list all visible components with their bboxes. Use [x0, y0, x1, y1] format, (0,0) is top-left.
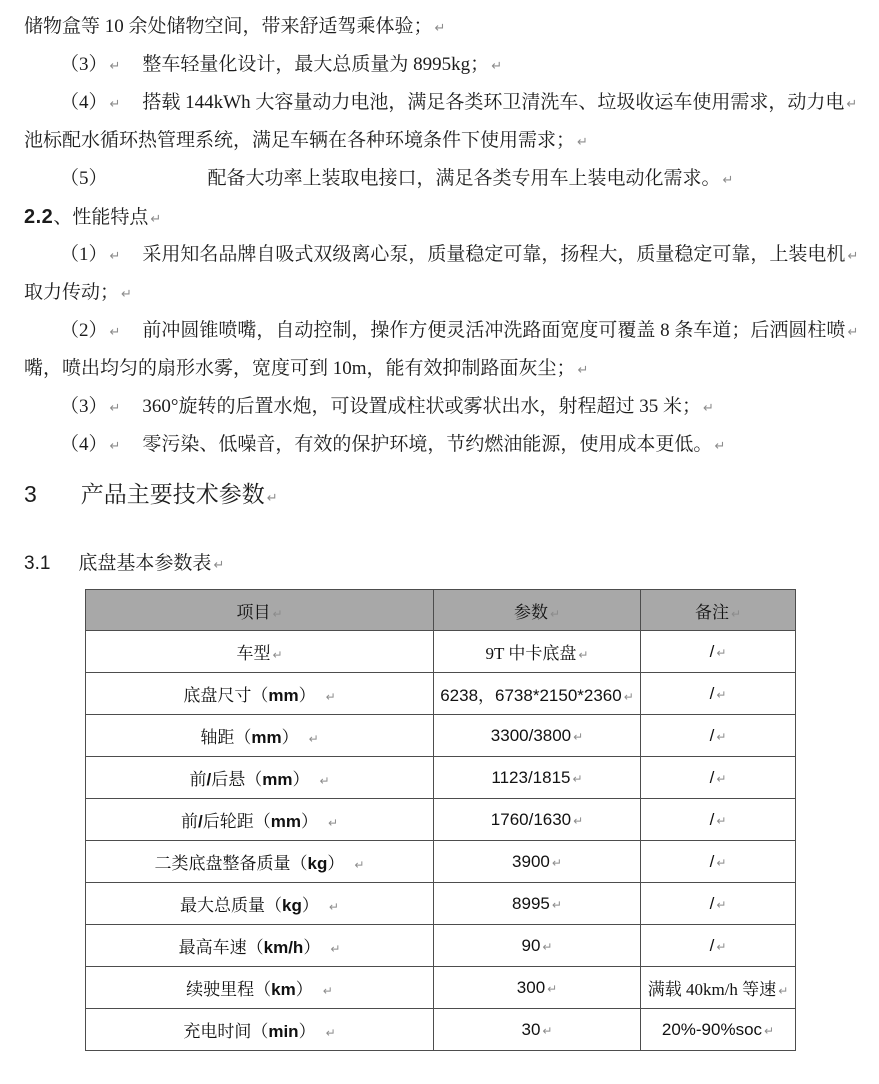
text-segment: （1）: [60, 244, 108, 265]
text-segment: /: [709, 641, 715, 661]
tab-spacer: [120, 449, 142, 450]
paragraph-mark-icon: ↵: [551, 897, 562, 912]
heading-3-1: [24, 549, 879, 579]
paragraph-mark-icon: ↵: [716, 897, 727, 912]
table-cell-value: [434, 967, 641, 1009]
paragraph-mark-icon: ↵: [322, 984, 333, 998]
tab-spacer: [50, 568, 78, 569]
table-row: [86, 967, 796, 1009]
table-cell-note: [641, 841, 796, 883]
text-segment: （3）: [60, 396, 108, 417]
table-cell-item: [86, 967, 434, 1009]
text-segment: 项目: [236, 602, 271, 622]
table-cell-value: [434, 631, 641, 673]
text-segment: 备注: [694, 602, 729, 622]
text-segment: 最高车速（: [178, 938, 264, 957]
text-segment: 、性能特点: [53, 207, 149, 228]
paragraph-mark-icon: ↵: [716, 729, 727, 744]
text-segment: 配备大功率上装取电接口，满足各类专用车上装电动化需求。: [207, 168, 721, 189]
tab-spacer: [299, 742, 307, 743]
feature-1-line1: [24, 236, 879, 274]
paragraph-mark-icon: ↵: [266, 491, 278, 506]
table-row: [86, 757, 796, 799]
paragraph-mark-icon: ↵: [764, 1023, 775, 1038]
chassis-parameter-table: [85, 589, 796, 1051]
text-segment: （5）: [60, 168, 108, 189]
heading-2-2: [24, 198, 879, 236]
text-segment: 6238，6738*2150*2360: [440, 686, 622, 705]
text-segment: mm: [268, 686, 299, 705]
paragraph-mark-icon: ↵: [308, 732, 319, 746]
feature-1-line2: [24, 274, 879, 312]
text-segment: /: [206, 770, 212, 789]
text-segment: 池标配水循环热管理系统，满足车辆在各种环境条件下使用需求；: [24, 130, 576, 151]
table-header-item: [86, 590, 434, 631]
paragraph-mark-icon: ↵: [109, 401, 121, 416]
table-cell-note: [641, 715, 796, 757]
paragraph-mark-icon: ↵: [272, 648, 283, 662]
text-segment: 零污染、低噪音，有效的保护环境，节约燃油能源，使用成本更低。: [142, 434, 713, 455]
feature-2-line1: [24, 312, 879, 350]
para-storage-space: [24, 8, 879, 46]
text-segment: 最大总质量（: [180, 896, 283, 915]
text-segment: 前: [189, 770, 207, 789]
paragraph-mark-icon: ↵: [623, 690, 634, 704]
text-segment: （4）: [60, 92, 108, 113]
paragraph-mark-icon: ↵: [722, 173, 734, 188]
table-cell-value: [434, 673, 641, 715]
paragraph-mark-icon: ↵: [109, 439, 121, 454]
item-2-1-5: [24, 160, 879, 198]
text-segment: 采用知名品牌自吸式双级离心泵，质量稳定可靠，扬程大，质量稳定可靠，上装电机: [142, 244, 846, 265]
text-segment: （2）: [60, 320, 108, 341]
table-row: [86, 673, 796, 715]
table-cell-note: [641, 883, 796, 925]
table-cell-value: [434, 799, 641, 841]
tab-spacer: [120, 335, 142, 336]
text-segment: ）: [292, 770, 310, 789]
feature-3: [24, 388, 879, 426]
text-segment: km: [271, 980, 296, 999]
table-row: [86, 925, 796, 967]
paragraph-mark-icon: ↵: [714, 439, 726, 454]
text-segment: 二类底盘整备质量（: [154, 854, 308, 873]
text-segment: /: [709, 935, 715, 955]
item-2-1-4-line2: [24, 122, 879, 160]
tab-spacer: [120, 107, 142, 108]
text-segment: 2.2: [24, 206, 54, 228]
text-segment: 产品主要技术参数: [80, 482, 265, 507]
feature-4: [24, 426, 879, 464]
paragraph-mark-icon: ↵: [577, 135, 588, 150]
item-2-1-3: [24, 46, 879, 84]
paragraph-mark-icon: ↵: [330, 942, 341, 956]
table-cell-note: [641, 1009, 796, 1051]
paragraph-mark-icon: ↵: [109, 325, 121, 340]
paragraph-mark-icon: ↵: [325, 1026, 336, 1040]
text-segment: /: [709, 893, 715, 913]
text-segment: 3: [24, 481, 37, 507]
feature-2-line2: [24, 350, 879, 388]
tab-spacer: [320, 952, 328, 953]
text-segment: 整车轻量化设计，最大总质量为 8995kg；: [142, 54, 490, 75]
text-segment: 前: [180, 812, 198, 831]
paragraph-mark-icon: ↵: [109, 249, 121, 264]
paragraph-mark-icon: ↵: [572, 771, 583, 786]
text-segment: /: [709, 767, 715, 787]
tab-spacer: [313, 994, 321, 995]
tab-spacer: [120, 411, 142, 412]
table-cell-note: [641, 925, 796, 967]
table-cell-item: [86, 715, 434, 757]
tab-spacer: [318, 826, 326, 827]
text-segment: kg: [307, 854, 328, 873]
text-segment: 储物盒等 10 余处储物空间，带来舒适驾乘体验；: [24, 16, 433, 37]
paragraph-mark-icon: ↵: [121, 287, 132, 302]
table-cell-item: [86, 1009, 434, 1051]
tab-spacer: [316, 700, 324, 701]
text-segment: ）: [327, 854, 345, 873]
paragraph-mark-icon: ↵: [716, 771, 727, 786]
table-row: [86, 1009, 796, 1051]
text-segment: 1123/1815: [491, 767, 571, 787]
item-2-1-4-line1: [24, 84, 879, 122]
paragraph-mark-icon: ↵: [109, 97, 121, 112]
text-segment: 满载 40km/h 等速: [647, 980, 777, 999]
paragraph-mark-icon: ↵: [703, 401, 714, 416]
paragraph-mark-icon: ↵: [109, 59, 121, 74]
text-segment: mm: [262, 770, 293, 789]
paragraph-mark-icon: ↵: [573, 729, 584, 744]
paragraph-mark-icon: ↵: [328, 900, 339, 914]
text-segment: 前冲圆锥喷嘴，自动控制，操作方便灵活冲洗路面宽度可覆盖 8 条车道；后洒圆柱喷: [142, 320, 846, 341]
text-segment: ）: [295, 980, 313, 999]
paragraph-mark-icon: ↵: [325, 690, 336, 704]
table-cell-item: [86, 841, 434, 883]
paragraph-mark-icon: ↵: [213, 558, 225, 573]
paragraph-mark-icon: ↵: [319, 774, 330, 788]
paragraph-mark-icon: ↵: [847, 325, 859, 340]
table-cell-value: [434, 841, 641, 883]
table-header-note: [641, 590, 796, 631]
text-segment: /: [709, 851, 715, 871]
chassis-parameter-table-section: [85, 589, 879, 1051]
text-segment: 8995: [512, 893, 550, 913]
paragraph-mark-icon: ↵: [434, 21, 446, 36]
text-segment: 1760/1630: [490, 809, 572, 829]
table-cell-item: [86, 925, 434, 967]
table-cell-value: [434, 883, 641, 925]
paragraph-mark-icon: ↵: [491, 59, 503, 74]
paragraph-mark-icon: ↵: [551, 855, 562, 870]
text-segment: 后轮距（: [202, 812, 271, 831]
table-cell-value: [434, 715, 641, 757]
tab-spacer: [37, 501, 81, 502]
text-segment: 底盘尺寸（: [183, 686, 269, 705]
text-segment: /: [709, 683, 715, 703]
table-cell-value: [434, 925, 641, 967]
text-segment: 90: [521, 935, 541, 955]
table-cell-item: [86, 799, 434, 841]
tab-spacer: [120, 259, 142, 260]
table-row: [86, 799, 796, 841]
text-segment: kg: [282, 896, 302, 915]
text-segment: min: [268, 1022, 299, 1041]
tab-spacer: [319, 910, 327, 911]
table-cell-value: [434, 757, 641, 799]
paragraph-mark-icon: ↵: [730, 606, 742, 621]
text-segment: 底盘基本参数表: [78, 553, 212, 574]
paragraph-mark-icon: ↵: [150, 212, 162, 227]
text-segment: 续驶里程（: [186, 980, 272, 999]
text-segment: 搭载 144kWh 大容量动力电池，满足各类环卫清洗车、垃圾收运车使用需求，动力电: [142, 92, 845, 113]
text-segment: 充电时间（: [183, 1022, 269, 1041]
text-segment: 360°旋转的后置水炮，可设置成柱状或雾状出水，射程超过 35 米；: [142, 396, 702, 417]
text-segment: /: [709, 809, 715, 829]
table-row: [86, 631, 796, 673]
heading-3: [24, 472, 879, 516]
table-cell-note: [641, 967, 796, 1009]
table-row: [86, 841, 796, 883]
paragraph-mark-icon: ↵: [716, 645, 727, 660]
text-segment: 取力传动；: [24, 282, 120, 303]
paragraph-mark-icon: ↵: [847, 249, 859, 264]
text-segment: 3.1: [24, 553, 51, 574]
table-cell-item: [86, 631, 434, 673]
tab-spacer: [309, 784, 317, 785]
text-segment: 20%-90%soc: [661, 1019, 763, 1039]
paragraph-mark-icon: ↵: [716, 813, 727, 828]
paragraph-mark-icon: ↵: [272, 606, 283, 621]
text-segment: 3900: [512, 851, 550, 871]
table-cell-item: [86, 673, 434, 715]
text-segment: 轴距（: [200, 728, 252, 747]
text-segment: 30: [521, 1019, 541, 1039]
text-segment: ）: [298, 1022, 316, 1041]
text-segment: mm: [251, 728, 282, 747]
table-cell-note: [641, 673, 796, 715]
text-segment: ）: [298, 686, 316, 705]
tab-spacer: [344, 868, 352, 869]
text-segment: ）: [303, 938, 321, 957]
text-segment: 3300/3800: [490, 725, 572, 745]
text-segment: 300: [516, 977, 546, 997]
text-segment: 参数: [513, 602, 548, 622]
paragraph-mark-icon: ↵: [846, 97, 858, 112]
text-segment: /: [197, 812, 203, 831]
table-cell-note: [641, 631, 796, 673]
paragraph-mark-icon: ↵: [549, 606, 561, 621]
text-segment: km/h: [263, 938, 304, 957]
text-segment: （4）: [60, 434, 108, 455]
paragraph-mark-icon: ↵: [578, 648, 589, 662]
text-segment: ）: [281, 728, 299, 747]
paragraph-mark-icon: ↵: [542, 1023, 553, 1038]
paragraph-mark-icon: ↵: [547, 981, 558, 996]
paragraph-mark-icon: ↵: [542, 939, 553, 954]
table-cell-item: [86, 883, 434, 925]
table-row: [86, 883, 796, 925]
paragraph-mark-icon: ↵: [354, 858, 365, 872]
text-segment: ）: [300, 812, 318, 831]
paragraph-mark-icon: ↵: [573, 813, 584, 828]
document-body: [24, 8, 879, 579]
paragraph-mark-icon: ↵: [716, 855, 727, 870]
table-cell-note: [641, 799, 796, 841]
tab-spacer: [120, 69, 142, 70]
table-cell-value: [434, 1009, 641, 1051]
paragraph-mark-icon: ↵: [716, 687, 727, 702]
text-segment: ）: [301, 896, 319, 915]
text-segment: /: [709, 725, 715, 745]
text-segment: （3）: [60, 54, 108, 75]
paragraph-mark-icon: ↵: [778, 984, 789, 998]
paragraph-mark-icon: ↵: [577, 363, 589, 378]
table-row: [86, 715, 796, 757]
table-header-value: [434, 590, 641, 631]
text-segment: 嘴，喷出均匀的扇形水雾，宽度可到 10m，能有效抑制路面灰尘；: [24, 358, 576, 379]
tab-spacer: [316, 1036, 324, 1037]
text-segment: mm: [270, 812, 301, 831]
paragraph-mark-icon: ↵: [716, 939, 727, 954]
table-cell-note: [641, 757, 796, 799]
tab-spacer: [108, 183, 208, 184]
paragraph-mark-icon: ↵: [327, 816, 339, 830]
text-segment: 车型: [236, 644, 271, 663]
text-segment: 后悬（: [211, 770, 263, 789]
table-cell-item: [86, 757, 434, 799]
table-header-row: [86, 590, 796, 631]
text-segment: 9T 中卡底盘: [485, 644, 577, 663]
